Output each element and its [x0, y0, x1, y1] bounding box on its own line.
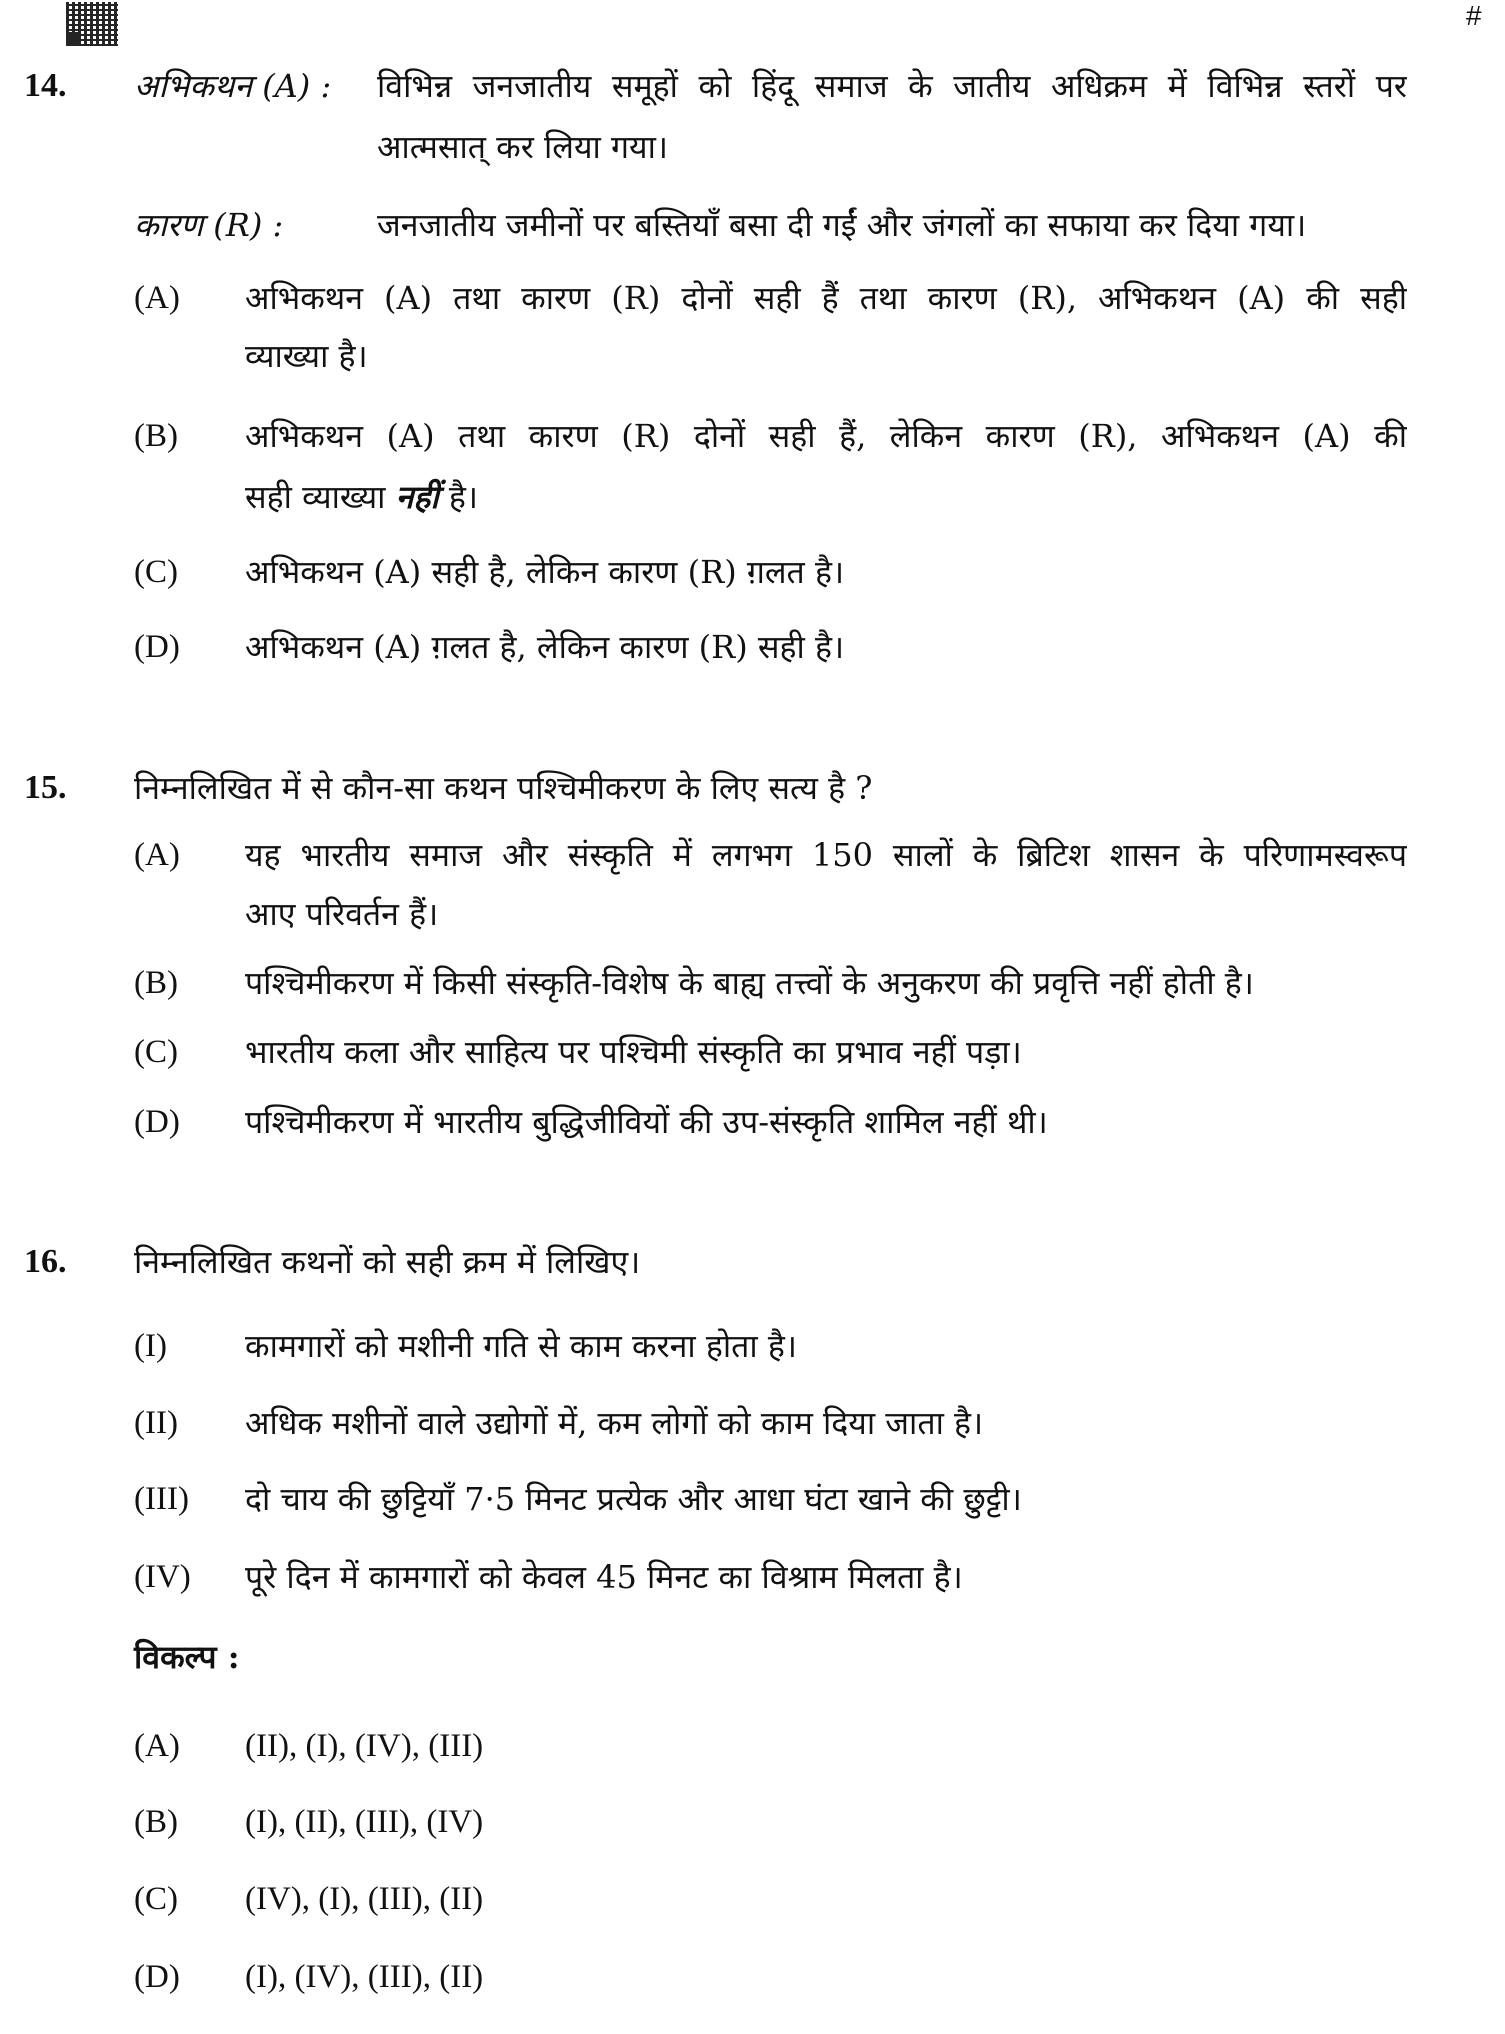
statement-label: (II): [134, 1405, 178, 1441]
option-label: (A): [134, 837, 180, 873]
statement-text: दो चाय की छुट्टियाँ 7·5 मिनट प्रत्येक और आधा घंटा खाने की छुट्टी।: [245, 1480, 1022, 1518]
question-text: निम्नलिखित कथनों को सही क्रम में लिखिए।: [134, 1243, 641, 1281]
option-label: (B): [134, 418, 178, 454]
assertion-label: अभिकथन (A) :: [134, 67, 332, 105]
statement-text: अधिक मशीनों वाले उद्योगों में, कम लोगों को काम दिया जाता है।: [245, 1404, 984, 1442]
option-label: (C): [134, 1881, 178, 1917]
option-text: (I), (IV), (III), (II): [245, 1959, 484, 1995]
assertion-text: विभिन्न जनजातीय समूहों को हिंदू समाज के जातीय अधिक्रम में विभिन्न स्तरों पर: [377, 67, 1407, 105]
option-label: (B): [134, 965, 178, 1001]
option-text: पश्चिमीकरण में भारतीय बुद्धिजीवियों की उप-संस्कृति शामिल नहीं थी।: [245, 1103, 1048, 1141]
option-text: (II), (I), (IV), (III): [245, 1728, 484, 1764]
question-number: 14.: [24, 67, 67, 104]
option-label: (D): [134, 1104, 180, 1140]
option-text: पश्चिमीकरण में किसी संस्कृति-विशेष के बाह्य तत्त्वों के अनुकरण की प्रवृत्ति नहीं होती है।: [245, 964, 1254, 1002]
option-text-cont: आए परिवर्तन हैं।: [245, 895, 439, 933]
emphasis-text: नहीं: [395, 478, 439, 516]
assertion-text-cont: आत्मसात् कर लिया गया।: [377, 128, 668, 166]
question-text: निम्नलिखित में से कौन-सा कथन पश्चिमीकरण के लिए सत्य है ?: [134, 769, 873, 807]
statement-text: कामगारों को मशीनी गति से काम करना होता है।: [245, 1327, 797, 1365]
question-number: 16.: [24, 1243, 67, 1280]
option-label: (D): [134, 629, 180, 665]
option-label: (A): [134, 280, 180, 316]
option-text-cont: [245, 475, 478, 519]
reason-text: जनजातीय जमीनों पर बस्तियाँ बसा दी गईं और जंगलों का सफाया कर दिया गया।: [377, 206, 1307, 244]
option-text: (I), (II), (III), (IV): [245, 1804, 484, 1840]
option-text-cont: व्याख्या है।: [245, 337, 368, 375]
option-text: यह भारतीय समाज और संस्कृति में लगभग 150 सालों के ब्रिटिश शासन के परिणामस्वरूप: [245, 836, 1407, 874]
statement-label: (III): [134, 1481, 189, 1517]
option-label: (A): [134, 1728, 180, 1764]
option-text: भारतीय कला और साहित्य पर पश्चिमी संस्कृति का प्रभाव नहीं पड़ा।: [245, 1033, 1022, 1071]
qr-code-icon: [66, 2, 118, 46]
choices-heading: विकल्प :: [134, 1638, 240, 1676]
page-marker: #: [1466, 0, 1482, 31]
text: है।: [438, 478, 478, 516]
option-label: (C): [134, 554, 178, 590]
statement-text: पूरे दिन में कामगारों को केवल 45 मिनट का विश्राम मिलता है।: [245, 1558, 963, 1596]
option-label: (D): [134, 1959, 180, 1995]
option-label: (C): [134, 1034, 178, 1070]
statement-label: (I): [134, 1328, 167, 1364]
option-label: (B): [134, 1804, 178, 1840]
option-text: अभिकथन (A) तथा कारण (R) दोनों सही हैं तथा कारण (R), अभिकथन (A) की सही: [245, 279, 1407, 317]
question-number: 15.: [24, 769, 67, 806]
option-text: अभिकथन (A) तथा कारण (R) दोनों सही हैं, लेकिन कारण (R), अभिकथन (A) की: [245, 417, 1407, 455]
option-text: अभिकथन (A) सही है, लेकिन कारण (R) ग़लत है।: [245, 553, 845, 591]
statement-label: (IV): [134, 1559, 191, 1595]
text: सही व्याख्या: [245, 478, 396, 516]
option-text: अभिकथन (A) ग़लत है, लेकिन कारण (R) सही है।: [245, 628, 845, 666]
option-text: (IV), (I), (III), (II): [245, 1881, 484, 1917]
reason-label: कारण (R) :: [134, 206, 284, 244]
